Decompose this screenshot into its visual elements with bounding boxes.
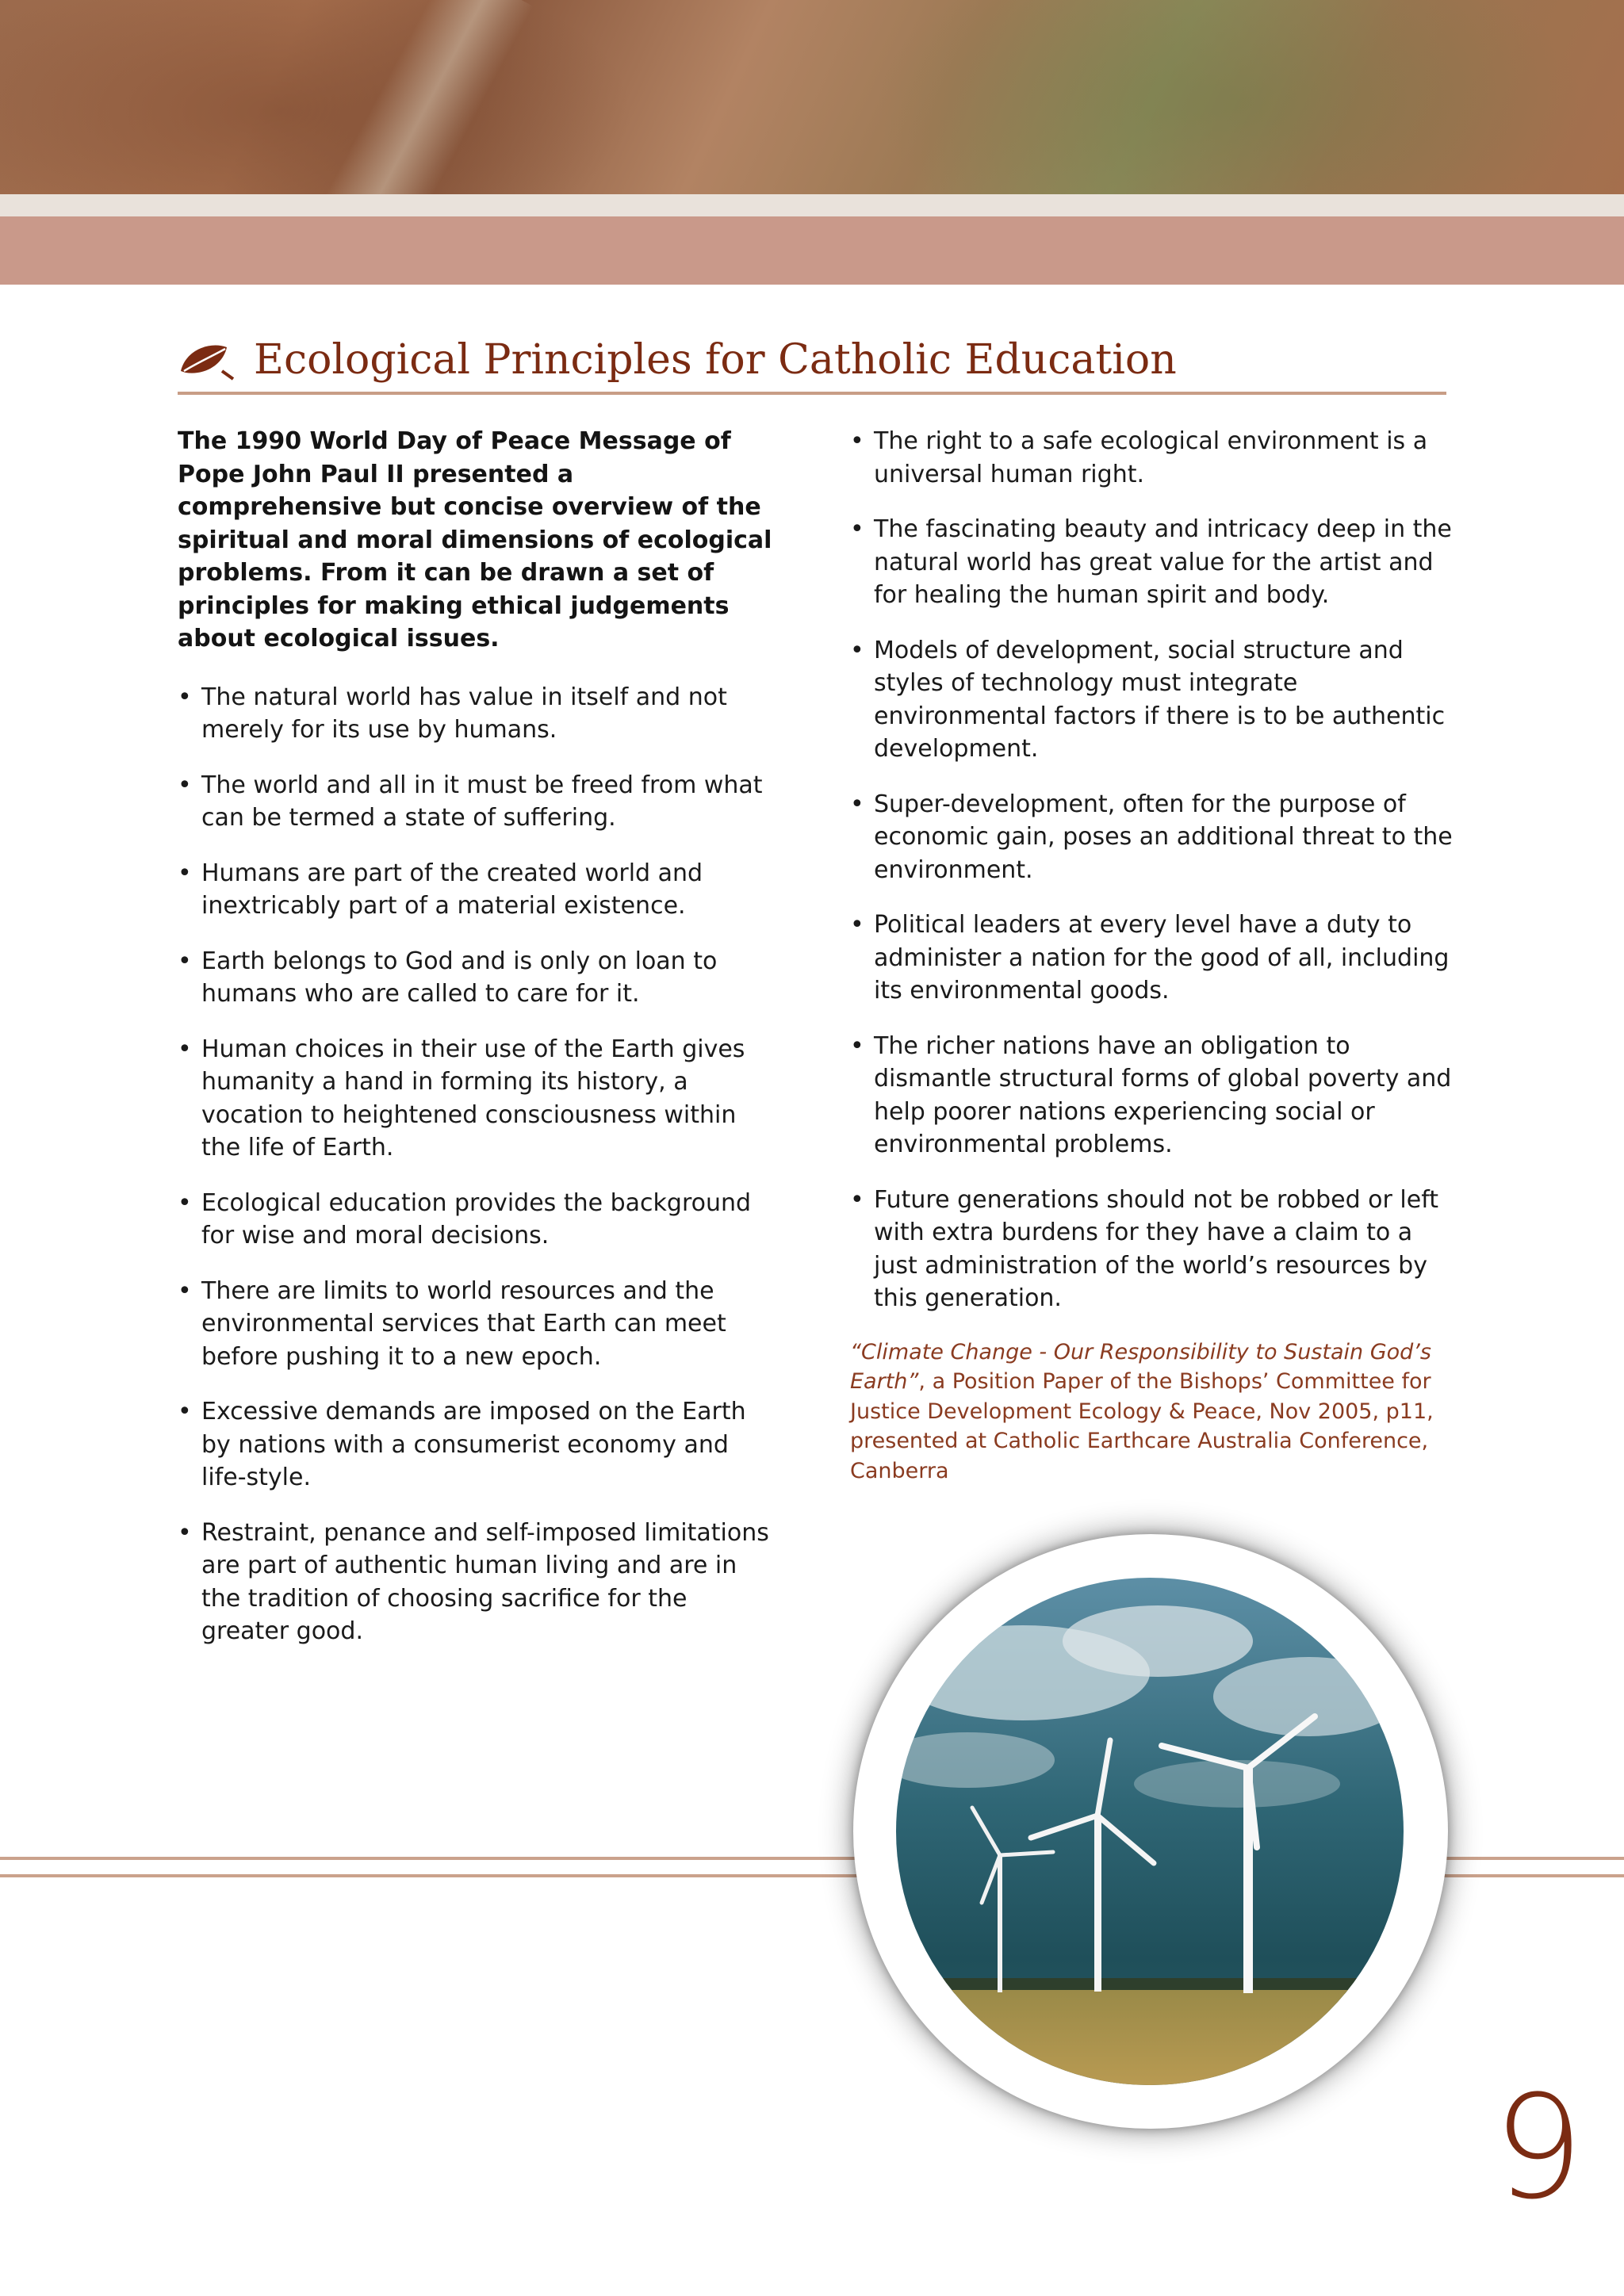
citation-title: “Climate Change - Our Responsibility to Sustain God’s Earth” <box>850 1339 1431 1394</box>
list-item: • Future generations should not be robbed or left with extra burdens for they have a claim to a just administration of the world’s resources by this generation. <box>850 1184 1453 1315</box>
intro-paragraph: The 1990 World Day of Peace Message of Pope John Paul II presented a comprehensive but concise overview of the spiritual and moral dimensions of ecological problems. From it can be drawn a set of principles for making ethical judgements about ecological issues. <box>178 427 772 652</box>
header-color-band <box>0 216 1624 285</box>
list-item: • Restraint, penance and self-imposed limitations are part of authentic human living and are in the tradition of choosing sacrifice for the greater good. <box>178 1517 780 1648</box>
list-item: • Models of development, social structure and styles of technology must integrate environmental factors if there is to be authentic development. <box>850 634 1453 766</box>
page-number: 9 <box>1492 2065 1584 2231</box>
list-item: • Earth belongs to God and is only on loan to humans who are called to care for it. <box>178 945 780 1011</box>
list-item: • Excessive demands are imposed on the Earth by nations with a consumerist economy and life-style. <box>178 1395 780 1494</box>
list-item: • Humans are part of the created world and inextricably part of a material existence. <box>178 857 780 923</box>
title-divider <box>178 392 1446 395</box>
header-landscape-image <box>0 0 1624 194</box>
section-heading <box>178 331 1446 395</box>
right-principles-list <box>850 425 1453 1315</box>
list-item: • Super-development, often for the purpose of economic gain, poses an additional threat to the environment. <box>850 788 1453 887</box>
wind-turbines-image <box>896 1578 1404 2085</box>
left-principles-list <box>178 681 780 1648</box>
list-item: • Ecological education provides the background for wise and moral decisions. <box>178 1187 780 1253</box>
list-item: • The richer nations have an obligation to dismantle structural forms of global poverty and help poorer nations experiencing social or environmental problems. <box>850 1030 1453 1161</box>
list-item: • The world and all in it must be freed from what can be termed a state of suffering. <box>178 769 780 835</box>
page-title: Ecological Principles for Catholic Education <box>254 336 1177 384</box>
right-column <box>850 425 1453 1507</box>
leaf-icon <box>178 339 236 381</box>
header-light-strip <box>0 194 1624 216</box>
source-citation <box>850 1337 1453 1487</box>
citation-details: , a Position Paper of the Bishops’ Committee for Justice Development Ecology & Peace, Nov 2005, p11, presented at Catholic Earthcare Australia Conference, Canberra <box>850 1369 1434 1483</box>
list-item: • The natural world has value in itself and not merely for its use by humans. <box>178 681 780 747</box>
list-item: • Human choices in their use of the Earth gives humanity a hand in forming its history, a vocation to heightened consciousness within the life of Earth. <box>178 1033 780 1165</box>
left-column <box>178 425 780 1670</box>
list-item: • Political leaders at every level have a duty to administer a nation for the good of all, including its environmental goods. <box>850 909 1453 1008</box>
list-item: • The fascinating beauty and intricacy deep in the natural world has great value for the artist and for healing the human spirit and body. <box>850 513 1453 612</box>
list-item: • The right to a safe ecological environment is a universal human right. <box>850 425 1453 491</box>
list-item: • There are limits to world resources and the environmental services that Earth can meet before pushing it to a new epoch. <box>178 1275 780 1374</box>
